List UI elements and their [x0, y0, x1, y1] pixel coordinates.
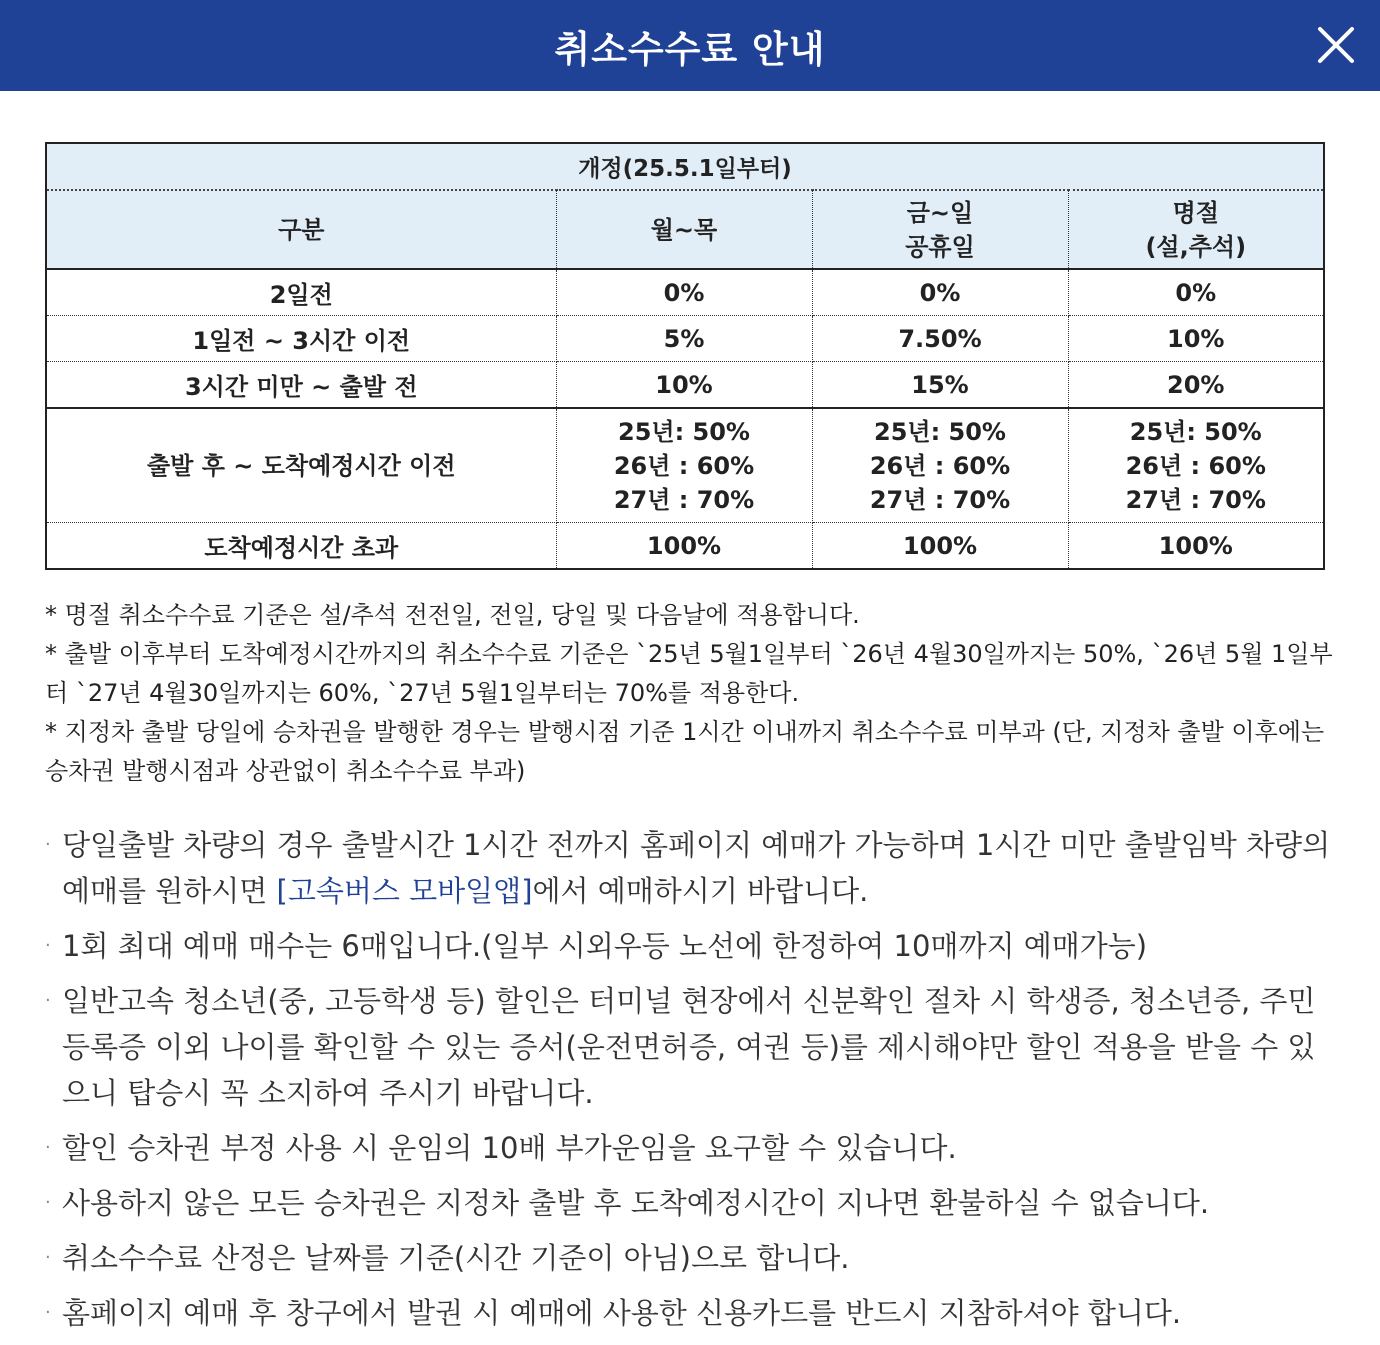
- row-label: 3시간 미만 ~ 출발 전: [46, 362, 556, 409]
- mobile-app-link[interactable]: [고속버스 모바일앱]: [276, 874, 533, 908]
- guide-text: 홈페이지 예매 후 창구에서 발권 시 예매에 사용한 신용카드를 반드시 지참하셔야 합니다.: [62, 1296, 1182, 1330]
- row-label: 출발 후 ~ 도착예정시간 이전: [46, 408, 556, 523]
- guide-text: 1회 최대 예매 매수는 6매입니다.(일부 시외우등 노선에 한정하여 10매까지 예매가능): [62, 929, 1148, 963]
- fee-notes: [45, 596, 1335, 791]
- guide-text: 사용하지 않은 모든 승차권은 지정차 출발 후 도착예정시간이 지나면 환불하실 수 없습니다.: [62, 1186, 1210, 1220]
- list-item: [45, 1180, 1335, 1226]
- bullet-dot-icon: ·: [45, 1247, 51, 1268]
- row-label: 도착예정시간 초과: [46, 523, 556, 570]
- table-cell: 0%: [812, 269, 1068, 316]
- table-header-row: [46, 190, 1324, 269]
- column-header-category: 구분: [46, 190, 556, 269]
- note-after-departure: * 출발 이후부터 도착예정시간까지의 취소수수료 기준은 `25년 5월1일부터 `26년 4월30일까지는 50%, `26년 5월 1일부터 `27년 4월30일까지는 60%, `27년 5월1일부터는 70%를 적용한다.: [45, 640, 1333, 707]
- column-header-weekday: 월~목: [556, 190, 812, 269]
- table-cell: 20%: [1068, 362, 1324, 409]
- close-icon: [1314, 23, 1358, 67]
- table-cell: 7.50%: [812, 316, 1068, 362]
- list-item: [45, 923, 1335, 969]
- table-cell: 10%: [1068, 316, 1324, 362]
- cancellation-fee-table: [45, 142, 1325, 570]
- row-label: 1일전 ~ 3시간 이전: [46, 316, 556, 362]
- note-festival: * 명절 취소수수료 기준은 설/추석 전전일, 전일, 당일 및 다음날에 적용합니다.: [45, 601, 860, 629]
- table-row: [46, 316, 1324, 362]
- table-caption-row: [46, 143, 1324, 190]
- bullet-dot-icon: ·: [45, 834, 51, 855]
- guide-text: 당일출발 차량의 경우 출발시간 1시간 전까지 홈페이지 예매가 가능하며 1시간 미만 출발임박 차량의 예매를 원하시면: [62, 828, 1331, 908]
- column-header-festival: 명절 (설,추석): [1068, 190, 1324, 269]
- close-button[interactable]: [1314, 23, 1358, 67]
- table-caption: 개정(25.5.1일부터): [46, 143, 1324, 190]
- table-cell: 100%: [1068, 523, 1324, 570]
- note-same-day: * 지정차 출발 당일에 승차권을 발행한 경우는 발행시점 기준 1시간 이내까지 취소수수료 미부과 (단, 지정차 출발 이후에는 승차권 발행시점과 상관없이 취소수수료 부과): [45, 718, 1325, 785]
- guide-list: [45, 822, 1335, 1345]
- bullet-dot-icon: ·: [45, 1302, 51, 1323]
- table-cell: 0%: [556, 269, 812, 316]
- table-cell: 100%: [556, 523, 812, 570]
- guide-text: 일반고속 청소년(중, 고등학생 등) 할인은 터미널 현장에서 신분확인 절차 시 학생증, 청소년증, 주민등록증 이외 나이를 확인할 수 있는 증서(운전면허증, 여권 등)를 제시해야만 할인 적용을 받을 수 있으니 탑승시 꼭 소지하여 주시기 바랍니다.: [62, 984, 1316, 1110]
- modal-title: 취소수수료 안내: [554, 27, 826, 71]
- table-row: [46, 523, 1324, 570]
- table-cell: 0%: [1068, 269, 1324, 316]
- guide-text: 에서 예매하시기 바랍니다.: [532, 874, 869, 908]
- row-label: 2일전: [46, 269, 556, 316]
- table-cell: 10%: [556, 362, 812, 409]
- bullet-dot-icon: ·: [45, 935, 51, 956]
- list-item: [45, 822, 1335, 914]
- table-cell: 5%: [556, 316, 812, 362]
- bullet-dot-icon: ·: [45, 990, 51, 1011]
- list-item: [45, 1235, 1335, 1281]
- table-row: [46, 408, 1324, 523]
- table-cell: 25년: 50% 26년 : 60% 27년 : 70%: [812, 408, 1068, 523]
- modal-header: [0, 0, 1380, 91]
- list-item: [45, 978, 1335, 1116]
- bullet-dot-icon: ·: [45, 1137, 51, 1158]
- list-item: [45, 1125, 1335, 1171]
- table-cell: 25년: 50% 26년 : 60% 27년 : 70%: [1068, 408, 1324, 523]
- bullet-dot-icon: ·: [45, 1192, 51, 1213]
- table-row: [46, 269, 1324, 316]
- guide-text: 할인 승차권 부정 사용 시 운임의 10배 부가운임을 요구할 수 있습니다.: [62, 1131, 957, 1165]
- table-cell: 25년: 50% 26년 : 60% 27년 : 70%: [556, 408, 812, 523]
- guide-text: 취소수수료 산정은 날짜를 기준(시간 기준이 아님)으로 합니다.: [62, 1241, 850, 1275]
- list-item: [45, 1290, 1335, 1336]
- table-cell: 100%: [812, 523, 1068, 570]
- column-header-weekend-holiday: 금~일 공휴일: [812, 190, 1068, 269]
- table-row: [46, 362, 1324, 409]
- table-cell: 15%: [812, 362, 1068, 409]
